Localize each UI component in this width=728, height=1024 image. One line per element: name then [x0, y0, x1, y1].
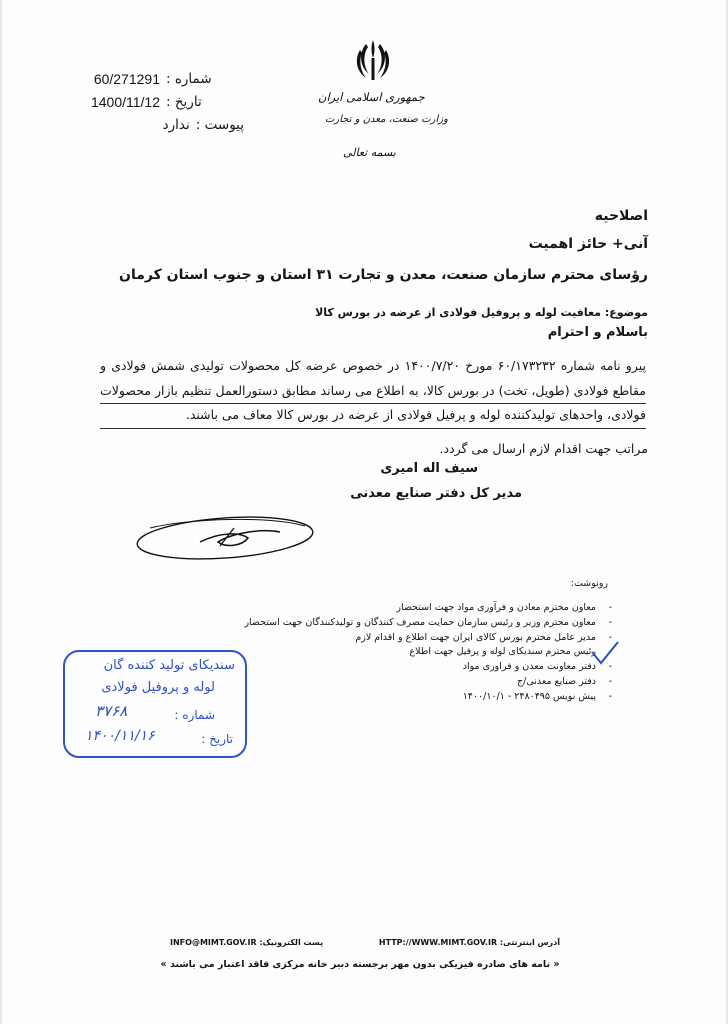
letter-attachment-value: ندارد: [162, 117, 190, 133]
stamp-line-1: سندیکای تولید کننده گان: [103, 658, 235, 673]
body-underline: [100, 428, 646, 429]
footer-website-label: آدرس اینترنتی:: [499, 938, 560, 947]
body-paragraph: پیرو نامه شماره ۶۰/۱۷۳۲۳۲ مورخ ۱۴۰۰/۷/۲۰ در خصوص عرضه کل محصولات تولیدی شمش فولادی و مقاطع فولادی (طویل، تخت) در بورس کالا، به اطلاع می رساند مطابق دستورالعمل تنظیم بازار محصولات فولادی، واحدهای تولیدکننده لوله و پرفیل فولادی از عرضه در بورس کالا معاف می باشند.: [100, 358, 646, 422]
signatory-title: مدیر کل دفتر صنایع معدنی: [350, 486, 522, 501]
receipt-stamp: [63, 650, 247, 758]
cc-item: - رئیس محترم سندیکای لوله و پرفیل جهت اطلاع: [192, 645, 612, 660]
handwritten-signature: [130, 488, 320, 568]
letter-number: 60/271291: [93, 71, 160, 87]
footer-website: HTTP://WWW.MIMT.GOV.IR: [378, 938, 498, 947]
letter-attachment-row: [70, 114, 300, 137]
recipients-line: رؤسای محترم سازمان صنعت، معدن و تجارت ۳۱ استان و جنوب استان کرمان: [119, 267, 648, 283]
letter-number-label: شماره :: [166, 71, 212, 87]
signatory-name: سیف اله امیری: [380, 461, 478, 476]
stamp-date-label: تاریخ :: [201, 732, 233, 746]
letter-date-row: [70, 91, 300, 114]
cc-item: - مدیر عامل محترم بورس کالای ایران جهت اطلاع و اقدام لازم: [192, 631, 612, 646]
footer-email-label: پست الکترونیک:: [259, 938, 324, 947]
ministry-heading: وزارت صنعت، معدن و تجارت: [325, 114, 448, 125]
stamp-number-label: شماره :: [174, 708, 215, 722]
footer-email-group: [170, 938, 323, 947]
cc-list: [192, 601, 612, 705]
stamp-date-value: ۱۴۰۰/۱۱/۱۶: [85, 728, 155, 744]
footer-note: « نامه های صادره فیزیکی بدون مهر برجسته دبیر خانه مرکزی فاقد اعتبار می باشند »: [160, 959, 560, 970]
urgency-tag: آنی+ حائز اهمیت: [528, 236, 648, 252]
letter-attachment-label: پیوست :: [195, 117, 244, 133]
cc-heading: رونوشت:: [570, 578, 608, 589]
letter-date-label: تاریخ :: [166, 94, 202, 110]
cc-item: - معاون محترم وزیر و رئیس سازمان حمایت مصرف کنندگان و تولیدکنندگان جهت استحضار: [192, 616, 612, 631]
iran-emblem-icon: [354, 38, 392, 82]
stamp-number-value: ۳۷۶۸: [95, 702, 128, 720]
greeting-line: باسلام و احترام: [547, 325, 648, 340]
cc-item: - دفتر صنایع معدنی/ج: [192, 675, 612, 690]
invocation-heading: بسمه تعالی: [343, 146, 396, 159]
correction-tag: اصلاحیه: [594, 208, 648, 224]
stamp-line-2: لوله و پروفیل فولادی: [101, 680, 215, 695]
checkmark-icon: [590, 640, 620, 666]
closing-line: مراتب جهت اقدام لازم ارسال می گردد.: [439, 441, 648, 456]
letter-metadata: [70, 68, 300, 137]
cc-item: - دفتر معاونت معدن و فراوری مواد: [192, 660, 612, 675]
republic-heading: جمهوری اسلامی ایران: [318, 90, 425, 104]
subject-line: موضوع: معافیت لوله و پروفیل فولادی از عرضه در بورس کالا: [315, 306, 648, 319]
footer-contact: [170, 938, 560, 947]
footer-email: INFO@MIMT.GOV.IR: [170, 938, 257, 947]
cc-item: - معاون محترم معادن و فرآوری مواد جهت استحضار: [192, 601, 612, 616]
footer-website-group: [379, 938, 560, 947]
cc-item: - پیش نویس ۲۴۸۰۴۹۵ - ۱۴۰۰/۱۰/۱: [192, 690, 612, 705]
body-underline: [100, 403, 646, 404]
letter-date: 1400/11/12: [90, 94, 160, 110]
letter-number-row: [70, 68, 300, 91]
page-edge-left: [0, 0, 2, 1024]
